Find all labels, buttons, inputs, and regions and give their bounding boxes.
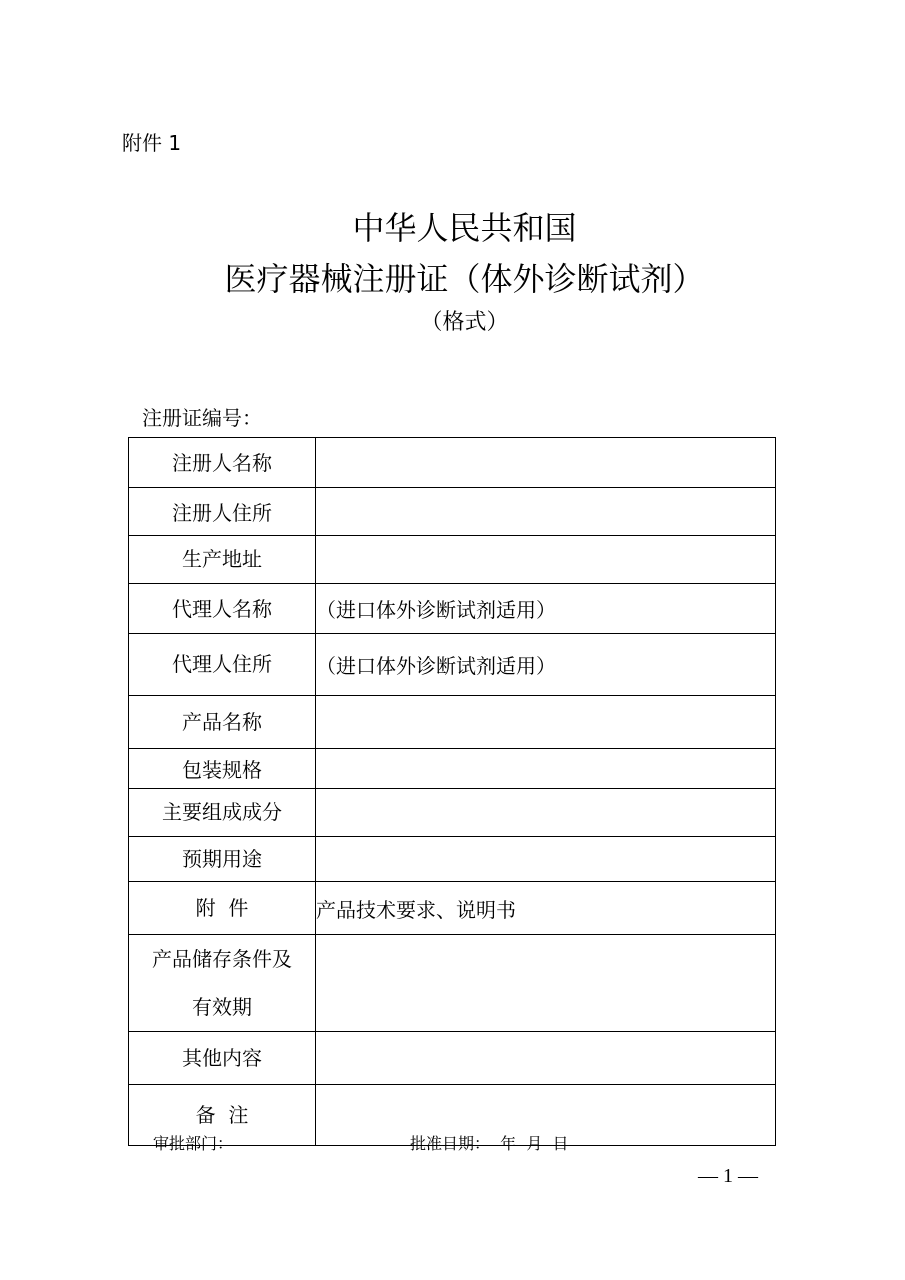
row-label-product-name: 产品名称 (129, 696, 316, 749)
row-label-production-address: 生产地址 (129, 536, 316, 584)
table-row (129, 536, 776, 584)
row-label-storage-validity (129, 935, 316, 1032)
row-label-remarks: 备 注 (129, 1085, 316, 1146)
registration-number-label: 注册证编号： (142, 406, 262, 430)
approval-date-label: 批准日期： 年 月 日 (410, 1134, 569, 1153)
row-label-intended-use: 预期用途 (129, 837, 316, 882)
certificate-table (128, 437, 776, 1146)
row-value-package-spec (316, 749, 776, 789)
row-label-other-content: 其他内容 (129, 1032, 316, 1085)
row-value-registrant-address (316, 488, 776, 536)
page-number: — 1 — (698, 1165, 758, 1187)
row-value-intended-use (316, 837, 776, 882)
row-value-product-name (316, 696, 776, 749)
table-row (129, 1032, 776, 1085)
row-label-package-spec: 包装规格 (129, 749, 316, 789)
row-label-agent-address: 代理人住所 (129, 634, 316, 696)
row-label-storage-line2: 有效期 (192, 995, 252, 1019)
row-value-main-components (316, 789, 776, 837)
table-row (129, 749, 776, 789)
row-value-agent-address: （进口体外诊断试剂适用） (316, 634, 776, 696)
row-value-attachments: 产品技术要求、说明书 (316, 882, 776, 935)
annex-label: 附件 1 (122, 131, 182, 155)
table-row (129, 696, 776, 749)
table-row (129, 488, 776, 536)
table-row (129, 789, 776, 837)
row-label-agent-name: 代理人名称 (129, 584, 316, 634)
row-value-registrant-name (316, 438, 776, 488)
table-row (129, 584, 776, 634)
document-title-main: 医疗器械注册证（体外诊断试剂） (224, 260, 705, 298)
row-value-agent-name: （进口体外诊断试剂适用） (316, 584, 776, 634)
row-value-production-address (316, 536, 776, 584)
row-label-registrant-address: 注册人住所 (129, 488, 316, 536)
approval-department-label: 审批部门： (153, 1134, 234, 1153)
document-title-country: 中华人民共和国 (352, 209, 577, 247)
table-row (129, 935, 776, 1032)
row-label-attachments: 附 件 (129, 882, 316, 935)
row-value-other-content (316, 1032, 776, 1085)
row-value-storage-validity (316, 935, 776, 1032)
table-row (129, 882, 776, 935)
row-label-main-components: 主要组成成分 (129, 789, 316, 837)
row-label-storage-line1: 产品储存条件及 (152, 947, 292, 971)
row-label-registrant-name: 注册人名称 (129, 438, 316, 488)
document-title-format: （格式） (420, 310, 509, 335)
table-row (129, 438, 776, 488)
table-row (129, 837, 776, 882)
table-row (129, 634, 776, 696)
